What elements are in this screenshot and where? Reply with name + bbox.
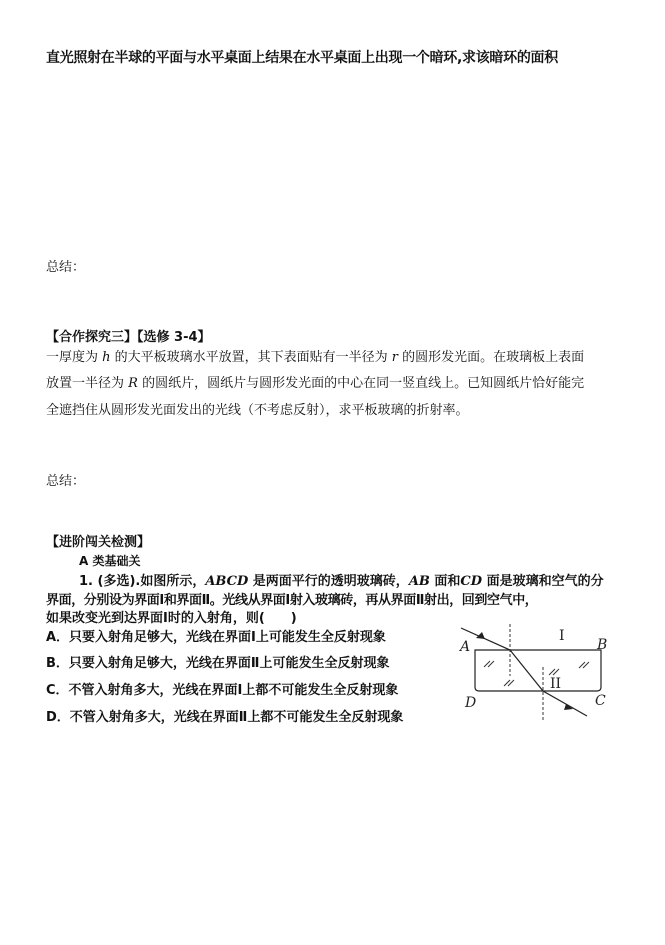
section-tag: 【选修 3-4】 (137, 330, 211, 345)
glass-block-figure (455, 622, 615, 722)
variable-h: h (102, 350, 111, 365)
label-abcd: ABCD (205, 574, 249, 589)
question-text: 直光照射在半球的平面与水平桌面上结果在水平桌面上出现一个暗环,求该暗环的面积 (46, 50, 558, 66)
summary-label: 总结： (46, 474, 86, 489)
label-c: C (595, 693, 606, 709)
text-fragment: 的圆纸片，圆纸片与圆形发光面的中心在同一竖直线上。已知圆纸片恰好能完 (137, 376, 585, 391)
text-fragment: 一厚度为 (46, 350, 103, 365)
summary-label: 总结： (46, 260, 86, 275)
section-heading: 【进阶闯关检测】 (46, 535, 151, 550)
variable-r: r (391, 350, 398, 365)
question-line-2: 界面，分别设为界面Ⅰ和界面Ⅱ。光线从界面Ⅰ射入玻璃砖，再从界面Ⅱ射出，回到空气中， (46, 593, 538, 608)
text-fragment: 放置一半径为 (46, 376, 129, 391)
text-fragment: 的圆形发光面。在玻璃板上表面 (398, 350, 585, 365)
label-interface-2: II (550, 676, 562, 692)
option-d: D．不管入射角多大，光线在界面Ⅱ上都不可能发生全反射现象 (46, 710, 404, 725)
option-a: A．只要入射角足够大，光线在界面Ⅰ上可能发生全反射现象 (46, 630, 386, 645)
section-subheading: A 类基础关 (79, 554, 141, 568)
label-cd: CD (460, 574, 483, 589)
text-fragment: 的大平板玻璃水平放置，其下表面贴有一半径为 (110, 350, 392, 365)
light-ray (461, 628, 587, 716)
label-b: B (597, 637, 608, 653)
question-line-3: 如果改变光到达界面Ⅰ时的入射角，则( ) (46, 611, 297, 626)
text-fragment: 1. (多选).如图所示， (79, 574, 206, 589)
problem-line-2 (46, 372, 584, 391)
label-interface-1: I (559, 628, 565, 644)
problem-line-3: 全遮挡住从圆形发光面发出的光线（不考虑反射），求平板玻璃的折射率。 (46, 403, 469, 418)
label-d: D (465, 695, 477, 711)
question-line-1 (79, 570, 604, 589)
text-fragment: 面是玻璃和空气的分 (482, 574, 604, 589)
option-c: C．不管入射角多大，光线在界面Ⅰ上都不可能发生全反射现象 (46, 683, 399, 698)
label-a: A (460, 639, 471, 655)
text-fragment: 面和 (429, 574, 461, 589)
problem-line-1 (46, 346, 584, 365)
label-ab: AB (408, 574, 430, 589)
option-b: B．只要入射角足够大，光线在界面Ⅱ上可能发生全反射现象 (46, 656, 390, 671)
section-title: 【合作探究三】 (46, 330, 138, 345)
text-fragment: 是两面平行的透明玻璃砖， (248, 574, 409, 589)
section-heading (46, 326, 211, 345)
variable-R: R (128, 376, 138, 391)
